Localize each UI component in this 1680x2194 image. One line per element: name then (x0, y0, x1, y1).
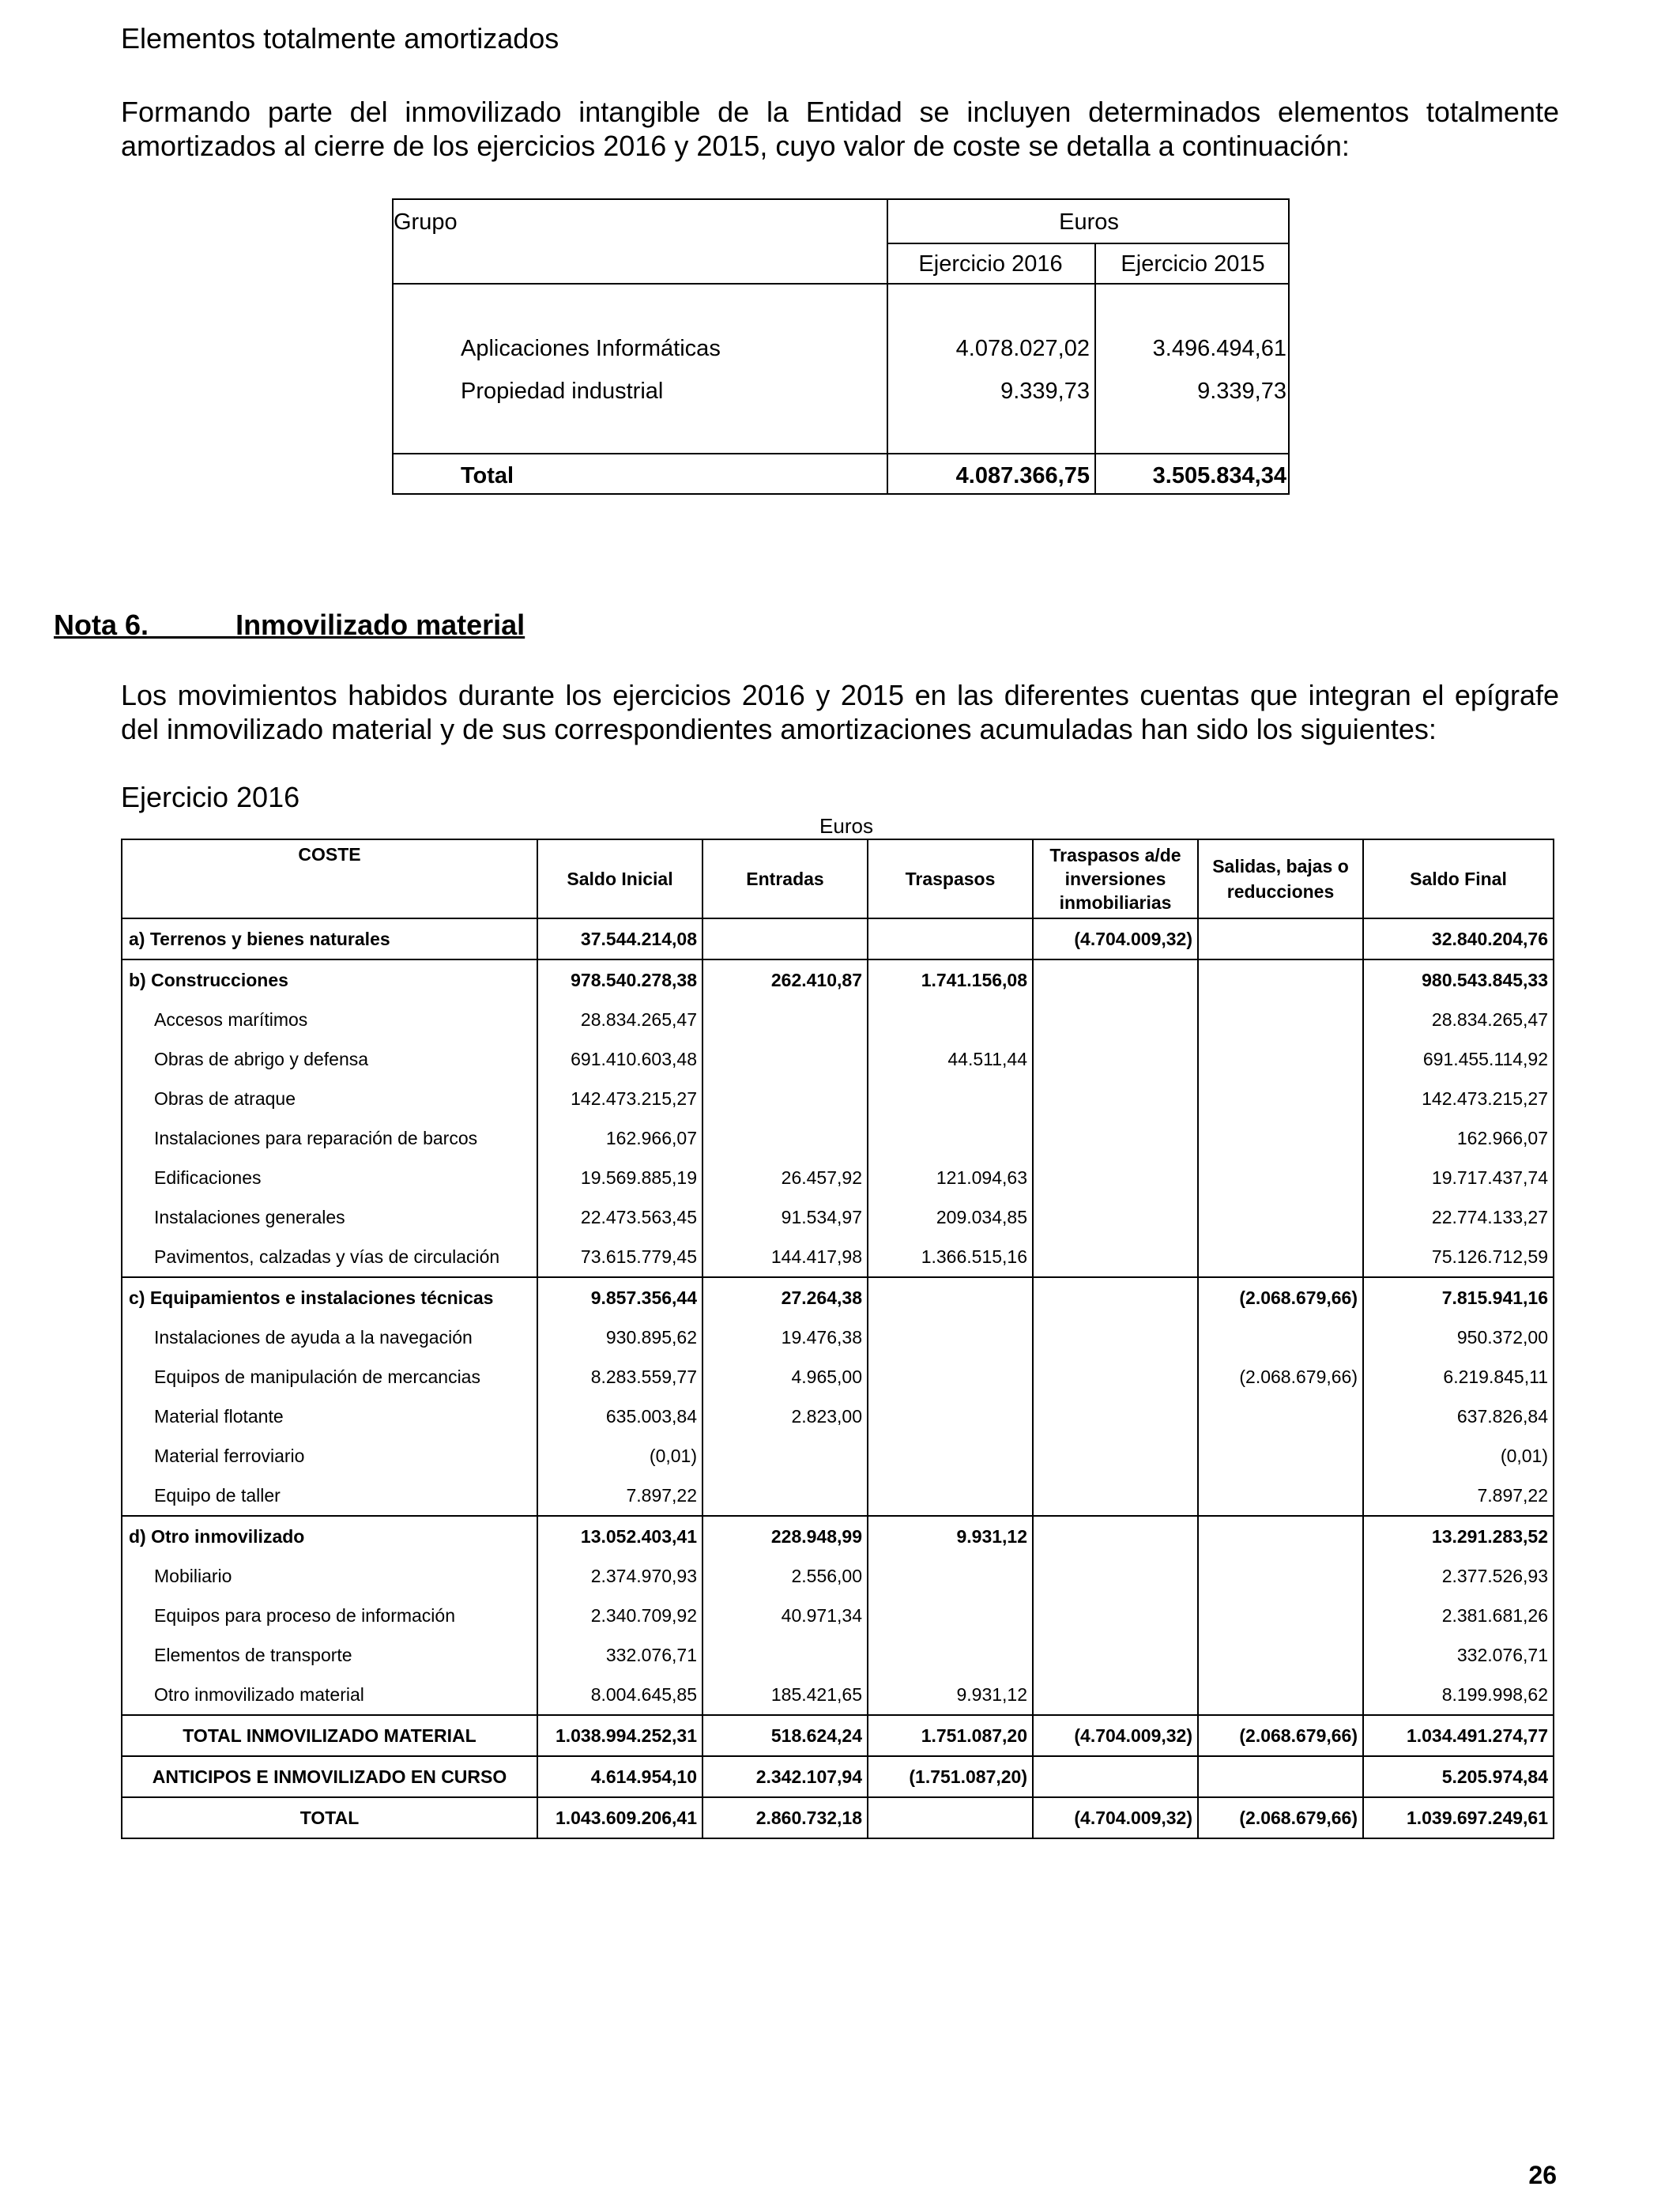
amount-cell (1198, 1635, 1363, 1675)
amount-cell: 691.455.114,92 (1363, 1039, 1554, 1079)
amount-cell: 1.741.156,08 (868, 959, 1033, 1000)
amount-cell: 2.340.709,92 (537, 1596, 703, 1635)
row-label: ANTICIPOS E INMOVILIZADO EN CURSO (122, 1756, 537, 1797)
amount-cell (868, 1118, 1033, 1158)
amount-cell (868, 1357, 1033, 1397)
amount-cell (703, 1039, 868, 1079)
amount-cell (868, 1436, 1033, 1476)
row-label: Obras de abrigo y defensa (122, 1039, 537, 1079)
amount-cell: 4.965,00 (703, 1357, 868, 1397)
amount-cell (1198, 1675, 1363, 1715)
amount-cell (1198, 1000, 1363, 1039)
note-title: Inmovilizado material (235, 609, 525, 641)
amount-cell: 144.417,98 (703, 1237, 868, 1277)
amount-cell (868, 1079, 1033, 1118)
item-row (122, 1118, 1554, 1158)
movements-table (121, 839, 1554, 1839)
amount-cell: 930.895,62 (537, 1318, 703, 1357)
item-row (122, 1000, 1554, 1039)
row-label: a) Terrenos y bienes naturales (122, 918, 537, 959)
row-2016-value: 9.339,73 (1000, 379, 1090, 404)
item-row (122, 1476, 1554, 1516)
item-row (122, 1635, 1554, 1675)
row-label: TOTAL (122, 1797, 537, 1838)
amount-cell (703, 1118, 868, 1158)
amount-cell: 637.826,84 (1363, 1397, 1554, 1436)
amount-cell: 1.038.994.252,31 (537, 1715, 703, 1756)
item-row (122, 1436, 1554, 1476)
amount-cell: (2.068.679,66) (1198, 1357, 1363, 1397)
amount-cell: 19.569.885,19 (537, 1158, 703, 1197)
row-label: Pavimentos, calzadas y vías de circulación (122, 1237, 537, 1277)
amount-cell (703, 1635, 868, 1675)
intro-paragraph: Formando parte del inmovilizado intangible de la Entidad se incluyen determinados elementos totalmente amortizados al cierre de los ejercicios 2016 y 2015, cuyo valor de coste se detalla a continuación: (121, 96, 1559, 162)
row-label: Mobiliario (122, 1556, 537, 1596)
amount-cell: 262.410,87 (703, 959, 868, 1000)
amount-cell: 9.931,12 (868, 1516, 1033, 1556)
amount-cell: (0,01) (537, 1436, 703, 1476)
amount-cell (1198, 1318, 1363, 1357)
col-euros-header: Euros (1059, 209, 1119, 235)
item-row (122, 1158, 1554, 1197)
amount-cell: 13.052.403,41 (537, 1516, 703, 1556)
row-2016-value: 4.078.027,02 (955, 336, 1090, 361)
amount-cell (1198, 1397, 1363, 1436)
coste-header: COSTE (122, 839, 537, 918)
item-row (122, 1675, 1554, 1715)
amount-cell: 978.540.278,38 (537, 959, 703, 1000)
row-2015-value: 9.339,73 (1197, 379, 1286, 404)
amount-cell: 22.774.133,27 (1363, 1197, 1554, 1237)
traspasos-header: Traspasos (868, 839, 1033, 918)
amount-cell: 22.473.563,45 (537, 1197, 703, 1237)
amount-cell: 635.003,84 (537, 1397, 703, 1436)
movements-paragraph: Los movimientos habidos durante los ejercicios 2016 y 2015 en las diferentes cuentas que integran el epígrafe del inmovilizado material y de sus correspondientes amortizaciones acumuladas han sido los siguientes: (121, 679, 1559, 745)
row-label: Material ferroviario (122, 1436, 537, 1476)
fully-amortized-table (392, 198, 1290, 495)
amount-cell: 2.377.526,93 (1363, 1556, 1554, 1596)
row-label: b) Construcciones (122, 959, 537, 1000)
col-grupo-header: Grupo (394, 209, 458, 235)
amount-cell: 32.840.204,76 (1363, 918, 1554, 959)
amount-cell (1198, 1079, 1363, 1118)
section-heading: Elementos totalmente amortizados (121, 22, 559, 55)
amount-cell (703, 918, 868, 959)
item-row (122, 1197, 1554, 1237)
amount-cell (1198, 1118, 1363, 1158)
amount-cell (1198, 1039, 1363, 1079)
amount-cell: 162.966,07 (537, 1118, 703, 1158)
amount-cell: 7.897,22 (537, 1476, 703, 1516)
amount-cell: 8.283.559,77 (537, 1357, 703, 1397)
saldo-final-header: Saldo Final (1363, 839, 1554, 918)
row-label: Otro inmovilizado material (122, 1675, 537, 1715)
row-label: Instalaciones de ayuda a la navegación (122, 1318, 537, 1357)
amount-cell (1033, 1596, 1198, 1635)
total-row (122, 1756, 1554, 1797)
total-label: Total (461, 463, 514, 488)
entradas-header: Entradas (703, 839, 868, 918)
amount-cell (868, 1797, 1033, 1838)
amount-cell (1033, 1079, 1198, 1118)
amount-cell (1198, 1237, 1363, 1277)
row-label: Instalaciones generales (122, 1197, 537, 1237)
total-2016-value: 4.087.366,75 (955, 463, 1090, 488)
traspasos-inversiones-header: Traspasos a/de inversiones inmobiliarias (1033, 839, 1198, 918)
amount-cell (703, 1476, 868, 1516)
amount-cell: 40.971,34 (703, 1596, 868, 1635)
amount-cell: 75.126.712,59 (1363, 1237, 1554, 1277)
amount-cell: 950.372,00 (1363, 1318, 1554, 1357)
amount-cell (1033, 1635, 1198, 1675)
amount-cell: 162.966,07 (1363, 1118, 1554, 1158)
amount-cell: (0,01) (1363, 1436, 1554, 1476)
col-2016-header: Ejercicio 2016 (918, 251, 1063, 277)
amount-cell: 73.615.779,45 (537, 1237, 703, 1277)
item-row (122, 1079, 1554, 1118)
item-row (122, 1318, 1554, 1357)
row-label: Elementos de transporte (122, 1635, 537, 1675)
amount-cell: 4.614.954,10 (537, 1756, 703, 1797)
amount-cell (1033, 1237, 1198, 1277)
amount-cell: 691.410.603,48 (537, 1039, 703, 1079)
amount-cell: 9.857.356,44 (537, 1277, 703, 1318)
amount-cell: (2.068.679,66) (1198, 1715, 1363, 1756)
amount-cell: 518.624,24 (703, 1715, 868, 1756)
amount-cell: 9.931,12 (868, 1675, 1033, 1715)
amount-cell (1033, 1476, 1198, 1516)
amount-cell: 228.948,99 (703, 1516, 868, 1556)
amount-cell (1033, 1397, 1198, 1436)
amount-cell (1033, 1277, 1198, 1318)
row-2015-value: 3.496.494,61 (1152, 336, 1286, 361)
amount-cell (1198, 1756, 1363, 1797)
amount-cell: 8.199.998,62 (1363, 1675, 1554, 1715)
amount-cell: (4.704.009,32) (1033, 1797, 1198, 1838)
amount-cell: 209.034,85 (868, 1197, 1033, 1237)
euros-caption: Euros (819, 814, 873, 838)
row-label: Equipos para proceso de información (122, 1596, 537, 1635)
saldo-inicial-header: Saldo Inicial (537, 839, 703, 918)
page-number: 26 (1528, 2161, 1557, 2189)
amount-cell (1033, 1039, 1198, 1079)
amount-cell: 28.834.265,47 (537, 1000, 703, 1039)
amount-cell: 26.457,92 (703, 1158, 868, 1197)
amount-cell (1033, 1000, 1198, 1039)
amount-cell (868, 1318, 1033, 1357)
amount-cell: 142.473.215,27 (1363, 1079, 1554, 1118)
amount-cell (1198, 1516, 1363, 1556)
amount-cell (1198, 1556, 1363, 1596)
amount-cell: 37.544.214,08 (537, 918, 703, 959)
amount-cell (703, 1000, 868, 1039)
amount-cell (1033, 959, 1198, 1000)
amount-cell: 19.476,38 (703, 1318, 868, 1357)
amount-cell: 1.751.087,20 (868, 1715, 1033, 1756)
amount-cell (703, 1436, 868, 1476)
note-number: Nota 6. (54, 609, 149, 641)
item-row (122, 1556, 1554, 1596)
amount-cell: 121.094,63 (868, 1158, 1033, 1197)
amount-cell: 332.076,71 (1363, 1635, 1554, 1675)
amount-cell: 332.076,71 (537, 1635, 703, 1675)
amount-cell: 2.556,00 (703, 1556, 868, 1596)
amount-cell: 44.511,44 (868, 1039, 1033, 1079)
total-row (122, 1715, 1554, 1756)
amount-cell (1198, 1158, 1363, 1197)
amount-cell: 7.815.941,16 (1363, 1277, 1554, 1318)
amount-cell: 2.342.107,94 (703, 1756, 868, 1797)
group-row (122, 1516, 1554, 1556)
amount-cell: 980.543.845,33 (1363, 959, 1554, 1000)
amount-cell (1198, 959, 1363, 1000)
amount-cell (868, 1397, 1033, 1436)
amount-cell (1033, 1556, 1198, 1596)
amount-cell: 8.004.645,85 (537, 1675, 703, 1715)
amount-cell: 2.823,00 (703, 1397, 868, 1436)
amount-cell: (2.068.679,66) (1198, 1797, 1363, 1838)
note-spacer (149, 609, 235, 641)
item-row (122, 1596, 1554, 1635)
amount-cell (703, 1079, 868, 1118)
item-row (122, 1397, 1554, 1436)
col-2015-header: Ejercicio 2015 (1121, 251, 1265, 277)
amount-cell: (2.068.679,66) (1198, 1277, 1363, 1318)
amount-cell (1033, 1675, 1198, 1715)
amount-cell (868, 918, 1033, 959)
row-label: Obras de atraque (122, 1079, 537, 1118)
row-label: Propiedad industrial (461, 379, 664, 404)
exercise-label: Ejercicio 2016 (121, 781, 300, 813)
row-label: Accesos marítimos (122, 1000, 537, 1039)
item-row (122, 1237, 1554, 1277)
item-row (122, 1039, 1554, 1079)
amount-cell (868, 1277, 1033, 1318)
amount-cell: 1.034.491.274,77 (1363, 1715, 1554, 1756)
row-label: Equipo de taller (122, 1476, 537, 1516)
amount-cell (1033, 1318, 1198, 1357)
group-row (122, 918, 1554, 959)
row-label: Equipos de manipulación de mercancias (122, 1357, 537, 1397)
group-row (122, 959, 1554, 1000)
amount-cell (1033, 1197, 1198, 1237)
amount-cell: (4.704.009,32) (1033, 918, 1198, 959)
amount-cell (868, 1635, 1033, 1675)
row-label: Aplicaciones Informáticas (461, 336, 721, 361)
amount-cell (1033, 1357, 1198, 1397)
row-label: d) Otro inmovilizado (122, 1516, 537, 1556)
amount-cell (1033, 1756, 1198, 1797)
amount-cell (1198, 1197, 1363, 1237)
amount-cell: 185.421,65 (703, 1675, 868, 1715)
row-label: Edificaciones (122, 1158, 537, 1197)
amount-cell: 27.264,38 (703, 1277, 868, 1318)
total-2015-value: 3.505.834,34 (1152, 463, 1286, 488)
amount-cell (1033, 1516, 1198, 1556)
item-row (122, 1357, 1554, 1397)
amount-cell (868, 1556, 1033, 1596)
amount-cell (1033, 1158, 1198, 1197)
amount-cell (868, 1596, 1033, 1635)
group-row (122, 1277, 1554, 1318)
amount-cell (1033, 1118, 1198, 1158)
amount-cell: 6.219.845,11 (1363, 1357, 1554, 1397)
amount-cell: 5.205.974,84 (1363, 1756, 1554, 1797)
amount-cell: 1.043.609.206,41 (537, 1797, 703, 1838)
row-label: c) Equipamientos e instalaciones técnicas (122, 1277, 537, 1318)
amount-cell (1198, 918, 1363, 959)
amount-cell: 1.366.515,16 (868, 1237, 1033, 1277)
row-label: Instalaciones para reparación de barcos (122, 1118, 537, 1158)
amount-cell: 91.534,97 (703, 1197, 868, 1237)
amount-cell: 2.860.732,18 (703, 1797, 868, 1838)
amount-cell (868, 1000, 1033, 1039)
amount-cell (1198, 1436, 1363, 1476)
amount-cell: 1.039.697.249,61 (1363, 1797, 1554, 1838)
amount-cell: 13.291.283,52 (1363, 1516, 1554, 1556)
total-row (122, 1797, 1554, 1838)
amount-cell: 142.473.215,27 (537, 1079, 703, 1118)
row-label: TOTAL INMOVILIZADO MATERIAL (122, 1715, 537, 1756)
amount-cell (1198, 1596, 1363, 1635)
amount-cell (1198, 1476, 1363, 1516)
amount-cell (868, 1476, 1033, 1516)
amount-cell: (4.704.009,32) (1033, 1715, 1198, 1756)
amount-cell: 7.897,22 (1363, 1476, 1554, 1516)
amount-cell: 28.834.265,47 (1363, 1000, 1554, 1039)
amount-cell: (1.751.087,20) (868, 1756, 1033, 1797)
row-label: Material flotante (122, 1397, 537, 1436)
amount-cell (1033, 1436, 1198, 1476)
movements-table-body (122, 918, 1554, 1838)
amount-cell: 2.374.970,93 (537, 1556, 703, 1596)
amount-cell: 2.381.681,26 (1363, 1596, 1554, 1635)
salidas-header: Salidas, bajas o reducciones (1198, 839, 1363, 918)
note-heading (54, 609, 525, 642)
amount-cell: 19.717.437,74 (1363, 1158, 1554, 1197)
